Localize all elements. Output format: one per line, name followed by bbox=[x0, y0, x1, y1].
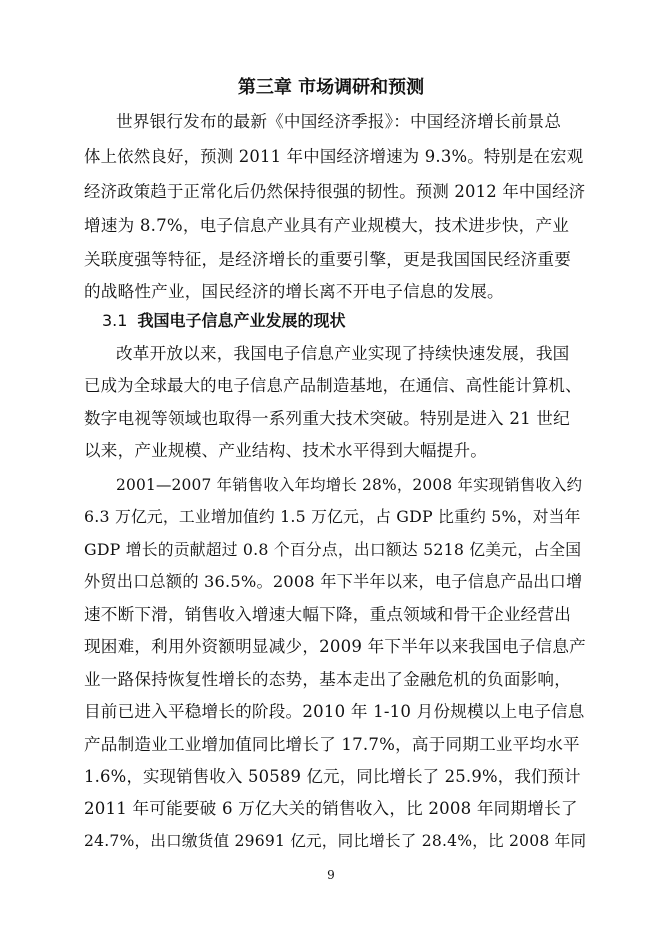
paragraph-line: 世界银行发布的最新《中国经济季报》：中国经济增长前景总 bbox=[116, 112, 562, 131]
paragraph-line: 数字电视等领域也取得一系列重大技术突破。特别是进入 21 世纪 bbox=[84, 409, 570, 428]
paragraph-line: GDP 增长的贡献超过 0.8 个百分点，出口额达 5218 亿美元，占全国 bbox=[84, 540, 582, 559]
paragraph-line: 2011 年可能要破 6 万亿大关的销售收入，比 2008 年同期增长了 bbox=[84, 799, 578, 818]
chapter-title: 第三章 市场调研和预测 bbox=[237, 77, 425, 98]
paragraph-line: 现困难，利用外资额明显减少，2009 年下半年以来我国电子信息产 bbox=[84, 637, 586, 656]
paragraph-line: 关联度强等特征，是经济增长的重要引擎，更是我国国民经济重要 bbox=[84, 250, 572, 269]
paragraph-line: 的战略性产业，国民经济的增长离不开电子信息的发展。 bbox=[84, 282, 504, 301]
page-number: 9 bbox=[327, 868, 335, 882]
paragraph-line: 增速为 8.7%，电子信息产业具有产业规模大，技术进步快，产业 bbox=[84, 216, 570, 235]
paragraph-line: 目前已进入平稳增长的阶段。2010 年 1-10 月份规模以上电子信息 bbox=[84, 702, 585, 721]
paragraph-line: 体上依然良好，预测 2011 年中国经济增速为 9.3%。特别是在宏观 bbox=[84, 147, 584, 166]
paragraph-line: 以来，产业规模、产业结构、技术水平得到大幅提升。 bbox=[84, 441, 488, 460]
paragraph-line: 6.3 万亿元，工业增加值约 1.5 万亿元，占 GDP 比重约 5%，对当年 bbox=[84, 507, 581, 526]
paragraph-line: 经济政策趋于正常化后仍然保持很强的韧性。预测 2012 年中国经济 bbox=[84, 182, 586, 201]
paragraph-line: 速不断下滑，销售收入增速大幅下降，重点领域和骨干企业经营出 bbox=[84, 605, 572, 624]
paragraph-line: 已成为全球最大的电子信息产品制造基地，在通信、高性能计算机、 bbox=[84, 376, 582, 395]
paragraph-line: 24.7%，出口缴货值 29691 亿元，同比增长了 28.4%，比 2008 年同 bbox=[84, 832, 587, 850]
paragraph-line: 业一路保持恢复性增长的态势，基本走出了金融危机的负面影响， bbox=[84, 670, 572, 689]
section-title: 我国电子信息产业发展的现状 bbox=[137, 311, 346, 330]
paragraph-line: 产品制造业工业增加值同比增长了 17.7%，高于同期工业平均水平 bbox=[84, 735, 580, 754]
paragraph-line: 改革开放以来，我国电子信息产业实现了持续快速发展，我国 bbox=[116, 344, 570, 363]
section-number: 3.1 bbox=[102, 311, 128, 330]
section-heading bbox=[102, 310, 345, 332]
paragraph-line: 1.6%，实现销售收入 50589 亿元，同比增长了 25.9%，我们预计 bbox=[84, 767, 581, 786]
paragraph-line: 外贸出口总额的 36.5%。2008 年下半年以来，电子信息产品出口增 bbox=[84, 572, 583, 591]
paragraph-line: 2001—2007 年销售收入年均增长 28%，2008 年实现销售收入约 bbox=[116, 476, 583, 494]
